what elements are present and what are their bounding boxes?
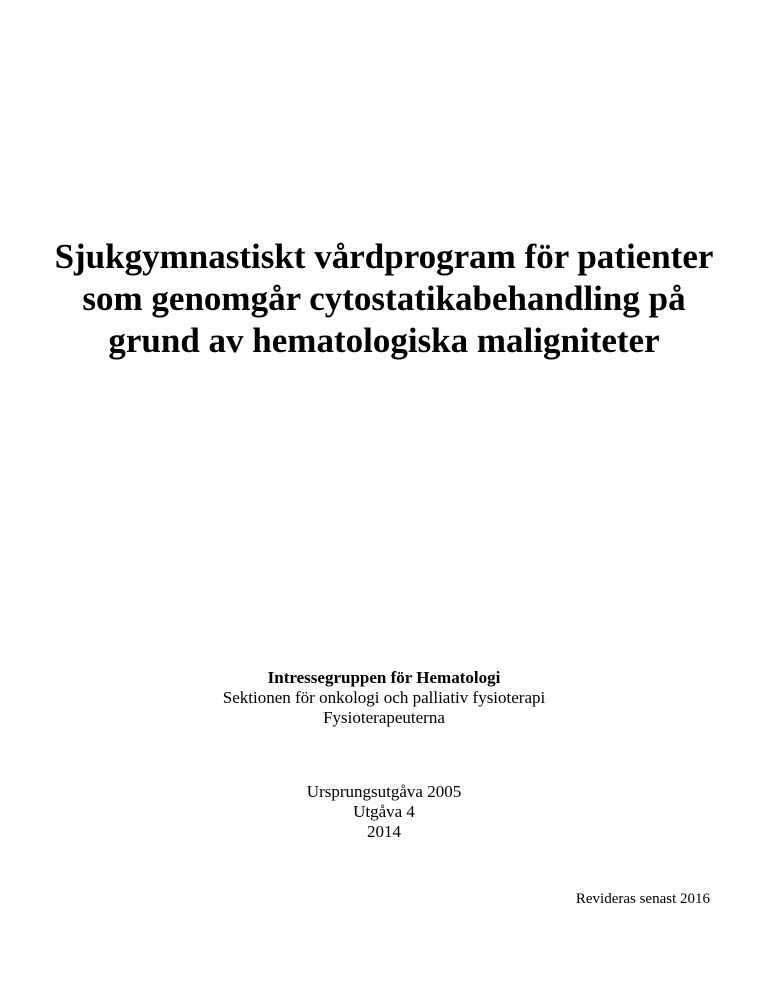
section-name: Sektionen för onkologi och palliativ fysioterapi <box>222 688 546 707</box>
edition-block <box>0 782 768 842</box>
title-line-1: Sjukgymnastiskt vårdprogram för patienter <box>54 237 714 276</box>
revision-note: Revideras senast 2016 <box>575 891 710 907</box>
document-title <box>20 236 748 362</box>
organization-block <box>0 668 768 728</box>
title-line-2: som genomgår cytostatikabehandling på <box>82 279 686 318</box>
original-edition: Ursprungsutgåva 2005 <box>306 782 462 801</box>
title-line-3: grund av hematologiska maligniteter <box>108 321 660 360</box>
edition-number: Utgåva 4 <box>353 802 415 821</box>
association-name: Fysioterapeuterna <box>323 708 445 727</box>
interest-group-name: Intressegruppen för Hematologi <box>267 668 501 687</box>
edition-year: 2014 <box>367 822 401 841</box>
